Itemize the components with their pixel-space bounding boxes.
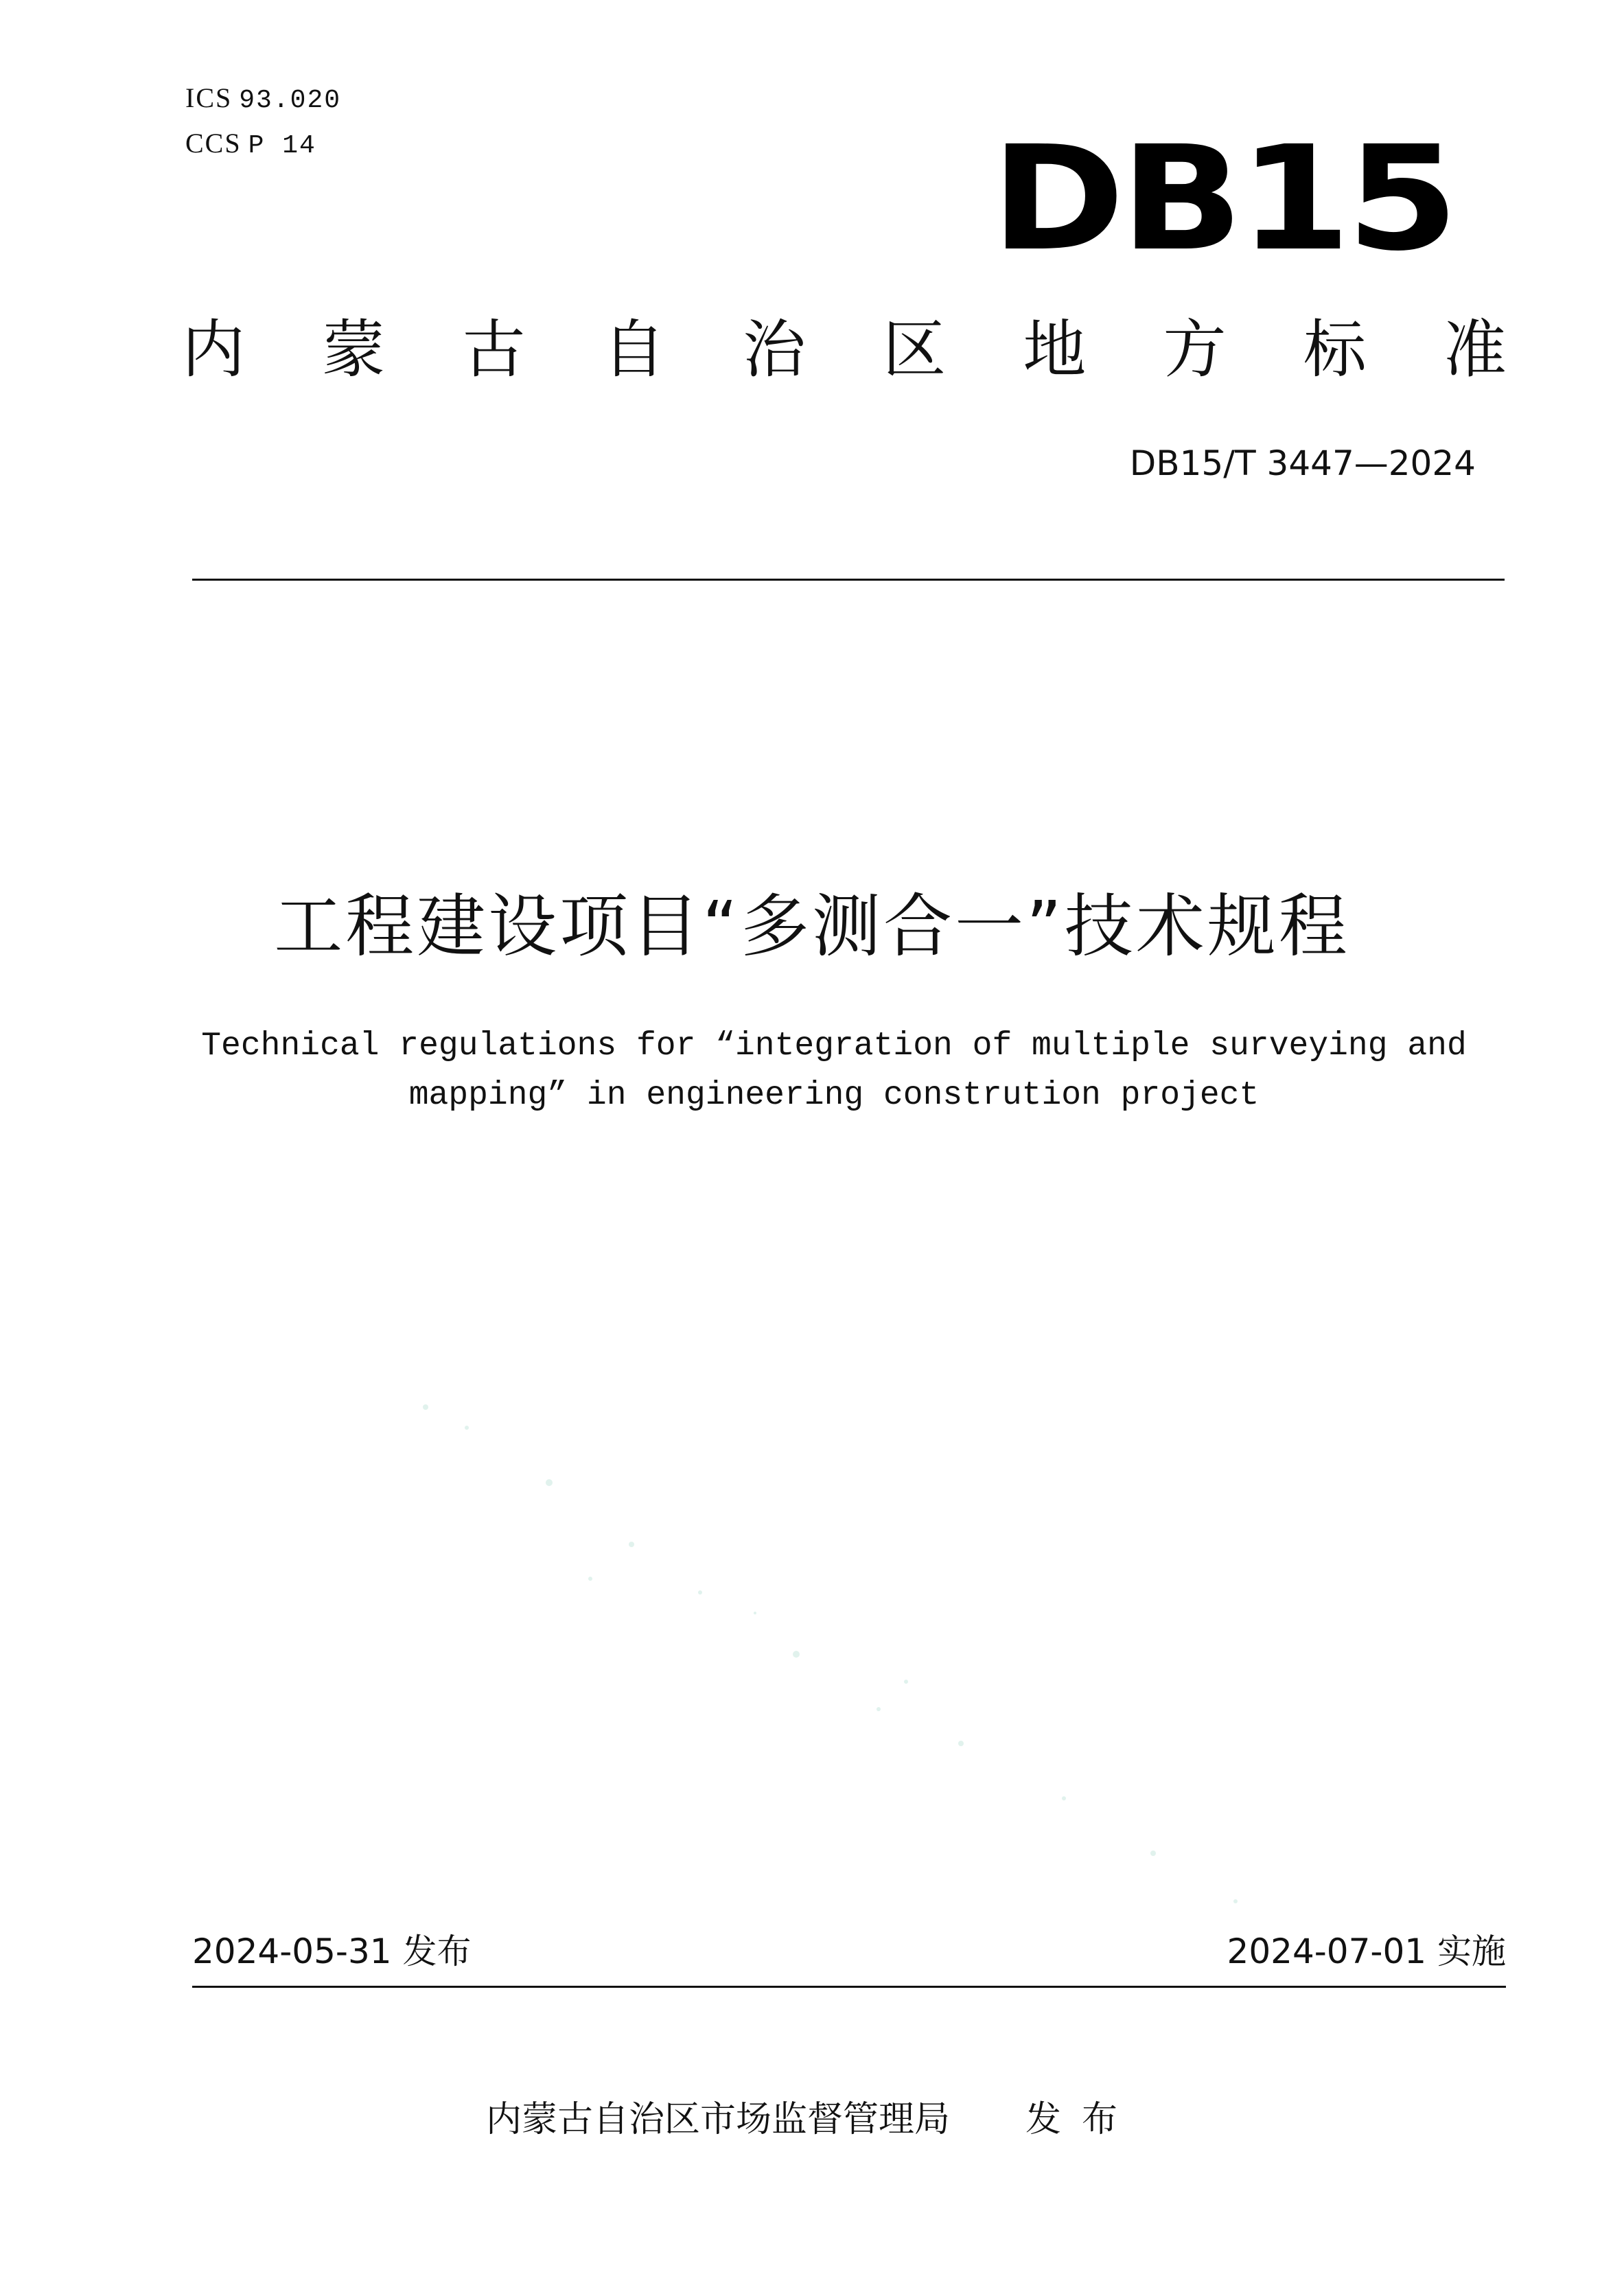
ccs-label: CCS bbox=[185, 128, 242, 159]
standard-type-char: 区 bbox=[883, 313, 947, 386]
standard-type-char: 蒙 bbox=[322, 313, 386, 386]
standard-type-char: 标 bbox=[1303, 313, 1367, 386]
issuer-line bbox=[0, 2092, 1624, 2147]
ics-line bbox=[185, 77, 341, 122]
chinese-title: 工程建设项目“多测合一”技术规程 bbox=[274, 886, 1350, 966]
ics-label: ICS bbox=[185, 82, 233, 113]
issuer-name: 内蒙古自治区市场监督管理局 bbox=[485, 2099, 950, 2140]
issuer-action: 发布 bbox=[1025, 2099, 1139, 2140]
english-title-line-1: Technical regulations for “integration of multiple surveying and bbox=[201, 1028, 1467, 1065]
standard-type-char: 治 bbox=[742, 313, 806, 386]
ics-code: 93.020 bbox=[239, 86, 342, 115]
standard-type-char: 内 bbox=[182, 313, 246, 386]
english-title-line-2: mapping” in engineering constrution project bbox=[408, 1077, 1260, 1114]
standard-type-char: 方 bbox=[1163, 313, 1227, 386]
standard-type-char: 古 bbox=[462, 313, 526, 386]
db15-logo: DB15 bbox=[990, 115, 1454, 283]
publish-date: 2024-05-31 发布 bbox=[192, 1932, 472, 1971]
standard-type-char: 地 bbox=[1023, 313, 1087, 386]
top-divider bbox=[192, 579, 1505, 581]
english-title bbox=[172, 1021, 1496, 1120]
ccs-code: P 14 bbox=[248, 131, 316, 161]
standard-number: DB15/T 3447—2024 bbox=[1129, 443, 1476, 483]
implement-date: 2024-07-01 实施 bbox=[1227, 1932, 1506, 1971]
classification-codes bbox=[185, 77, 341, 167]
ccs-line bbox=[185, 122, 341, 167]
standard-type-char: 自 bbox=[602, 313, 666, 386]
standard-type-char: 准 bbox=[1443, 313, 1507, 386]
faint-watermark bbox=[412, 1387, 1270, 1922]
standard-type-heading bbox=[182, 309, 1507, 391]
bottom-divider bbox=[192, 1986, 1506, 1988]
